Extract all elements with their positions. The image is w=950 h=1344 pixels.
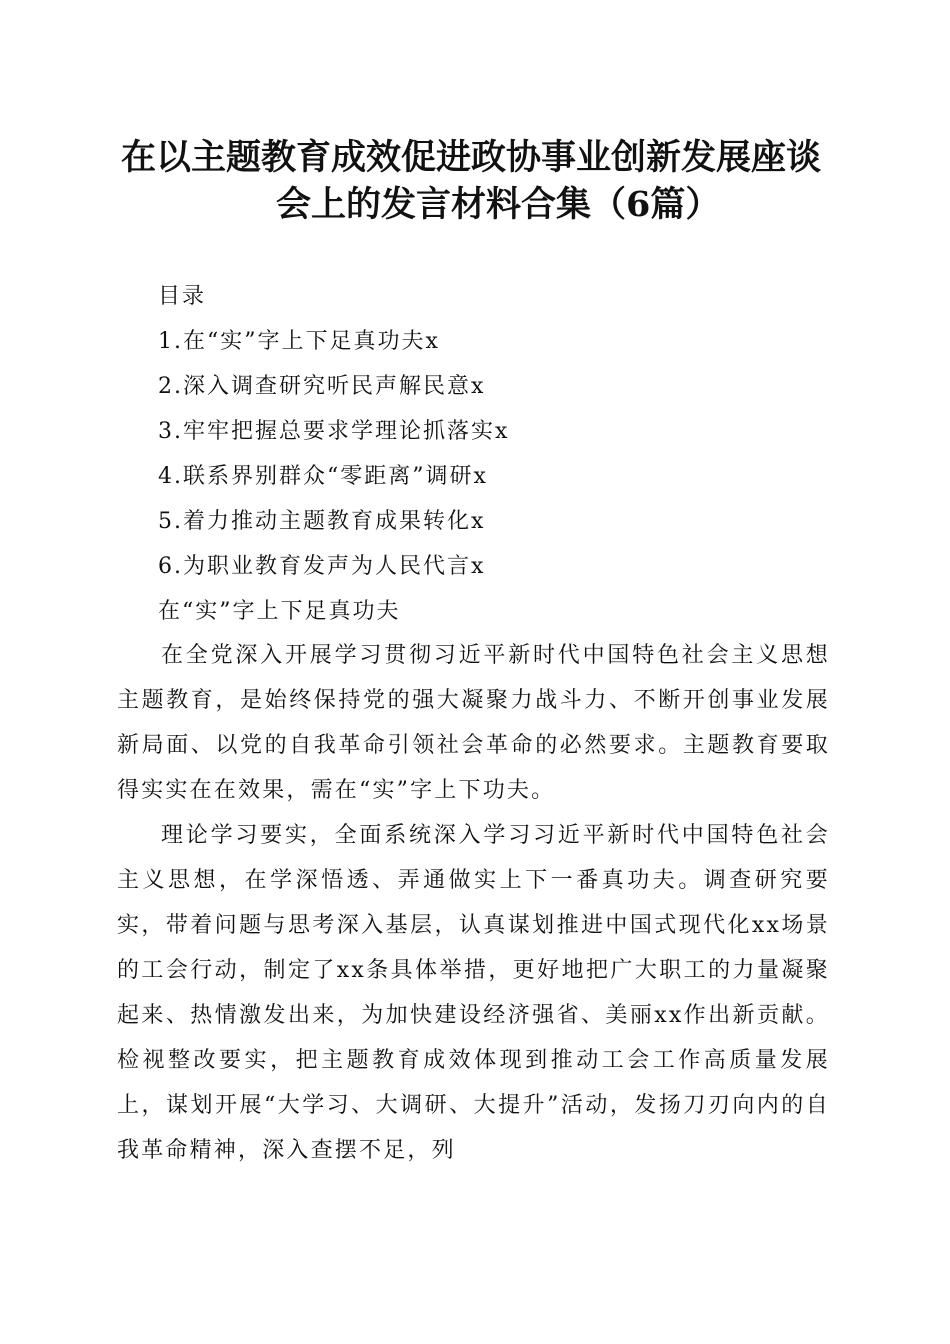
toc-heading: 目录	[158, 284, 207, 309]
body-paragraph-2: 理论学习要实，全面系统深入学习习近平新时代中国特色社会主义思想，在学深悟透、弄通做实上下一番真功夫。调查研究要实，带着问题与思考深入基层，认真谋划推进中国式现代化xx场景的工会行动，制定了xx条具体举措，更好地把广大职工的力量凝聚起来、热情激发出来，为加快建设经济强省、美丽xx作出新贡献。检视整改要实，把主题教育成效体现到推动工会工作高质量发展上，谋划开展“大学习、大调研、大提升”活动，发扬刀刃向内的自我革命精神，深入查摆不足，列	[117, 823, 830, 1163]
document-title-line-2: 会上的发言材料合集（6篇）	[276, 184, 721, 225]
toc-item-5: 5.着力推动主题教育成果转化x	[158, 509, 486, 534]
document-title-line-1: 在以主题教育成效促进政协事业创新发展座谈	[121, 137, 822, 178]
section-heading: 在“实”字上下足真功夫	[158, 599, 401, 624]
toc-item-4: 4.联系界别群众“零距离”调研x	[158, 464, 488, 489]
toc-item-3: 3.牢牢把握总要求学理论抓落实x	[158, 419, 510, 444]
toc-item-1: 1.在“实”字上下足真功夫x	[158, 329, 440, 354]
body-paragraph-1: 在全党深入开展学习贯彻习近平新时代中国特色社会主义思想主题教育，是始终保持党的强大凝聚力战斗力、不断开创事业发展新局面、以党的自我革命引领社会革命的必然要求。主题教育要取得实实在在效果，需在“实”字上下功夫。	[117, 643, 830, 803]
table-of-contents	[158, 282, 509, 642]
toc-item-6: 6.为职业教育发声为人民代言x	[158, 554, 486, 579]
toc-item-2: 2.深入调查研究听民声解民意x	[158, 374, 486, 399]
